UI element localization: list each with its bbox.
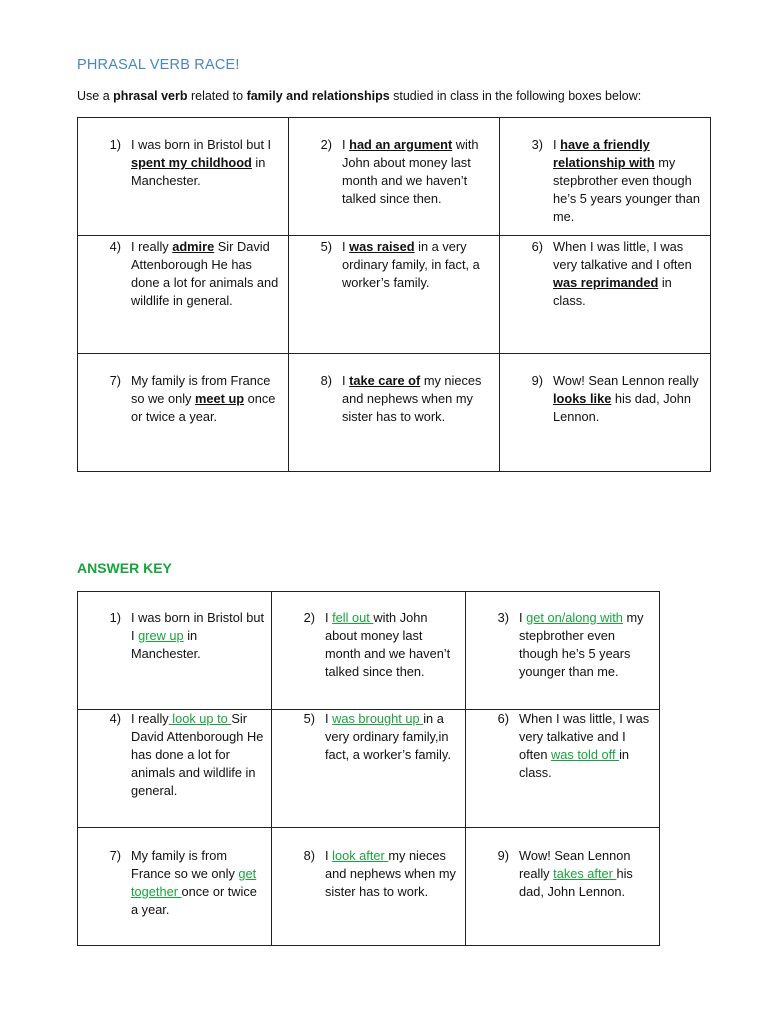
exercise-cell [289, 236, 500, 354]
answer-row [78, 710, 660, 828]
item-text: I get on/along with my stepbrother even though he’s 5 years younger than me. [519, 610, 644, 679]
item-text: Wow! Sean Lennon really looks like his dad, John Lennon. [553, 373, 699, 424]
answer-key-title: ANSWER KEY [77, 560, 172, 576]
item-text: My family is from France so we only get together once or twice a year. [131, 848, 257, 917]
answer-cell [78, 592, 272, 710]
item-number: 9) [497, 848, 509, 863]
item-number: 7) [109, 373, 121, 388]
exercise-cell [78, 236, 289, 354]
instructions-bold-phrasal-verb: phrasal verb [113, 89, 188, 103]
item-number: 8) [320, 373, 332, 388]
exercise-cell [289, 118, 500, 236]
exercise-cell [78, 354, 289, 472]
answer-cell [272, 710, 466, 828]
item-text: I fell out with John about money last month and we haven’t talked since then. [325, 610, 451, 679]
item-number: 9) [531, 373, 543, 388]
answer-phrasal-verb: get together [131, 866, 257, 899]
item-number: 5) [320, 239, 332, 254]
phrasal-verb: spent my childhood [131, 155, 252, 170]
phrasal-verb: take care of [349, 373, 421, 388]
phrasal-verb: had an argument [349, 137, 453, 152]
item-text: I was brought up in a very ordinary family,in fact, a worker’s family. [325, 711, 451, 762]
item-number: 2) [303, 610, 315, 625]
exercise-cell [78, 118, 289, 236]
instructions-text: related to [187, 89, 247, 103]
exercise-cell [500, 236, 711, 354]
answer-phrasal-verb: get on/along with [526, 610, 623, 625]
item-number: 4) [109, 711, 121, 726]
answer-phrasal-verb: takes after [553, 866, 617, 881]
answer-cell [78, 828, 272, 946]
answer-phrasal-verb: fell out [332, 610, 374, 625]
item-number: 8) [303, 848, 315, 863]
answer-cell [272, 592, 466, 710]
item-number: 1) [109, 610, 121, 625]
phrasal-verb: was reprimanded [553, 275, 659, 290]
item-text: I was raised in a very ordinary family, in fact, a worker’s family. [342, 239, 480, 290]
instructions-bold-topic: family and relationships [246, 89, 390, 103]
answer-phrasal-verb: look after [332, 848, 389, 863]
answer-phrasal-verb: look up to [168, 711, 232, 726]
exercise-cell [289, 354, 500, 472]
exercise-cell [500, 118, 711, 236]
item-text: When I was little, I was very talkative and I often was told off in class. [519, 711, 650, 780]
exercise-row [78, 236, 711, 354]
item-text: I take care of my nieces and nephews when my sister has to work. [342, 373, 482, 424]
answer-cell [78, 710, 272, 828]
item-text: I was born in Bristol but I grew up in Manchester. [131, 610, 265, 661]
answer-key-table [77, 591, 660, 946]
answer-cell [466, 592, 660, 710]
exercise-row [78, 354, 711, 472]
item-number: 6) [497, 711, 509, 726]
item-number: 1) [109, 137, 121, 152]
item-number: 4) [109, 239, 121, 254]
item-text: My family is from France so we only meet up once or twice a year. [131, 373, 276, 424]
item-text: I really admire Sir David Attenborough He has done a lot for animals and wildlife in general. [131, 239, 279, 308]
answer-row [78, 828, 660, 946]
phrasal-verb: meet up [195, 391, 245, 406]
answer-cell [272, 828, 466, 946]
item-text: When I was little, I was very talkative and I often was reprimanded in class. [553, 239, 692, 308]
item-text: I was born in Bristol but I spent my childhood in Manchester. [131, 137, 272, 188]
instructions-text: studied in class in the following boxes below: [389, 89, 642, 103]
item-number: 6) [531, 239, 543, 254]
phrasal-verb: have a friendly relationship with [553, 137, 655, 170]
answer-phrasal-verb: was told off [551, 747, 620, 762]
page-title: PHRASAL VERB RACE! [77, 57, 240, 73]
item-text: I really look up to Sir David Attenborough He has done a lot for animals and wildlife in general. [131, 711, 264, 798]
answer-phrasal-verb: grew up [138, 628, 184, 643]
item-text: I look after my nieces and nephews when my sister has to work. [325, 848, 456, 899]
item-number: 3) [531, 137, 543, 152]
phrasal-verb: was raised [349, 239, 415, 254]
answer-phrasal-verb: was brought up [332, 711, 424, 726]
item-text: I had an argument with John about money last month and we haven’t talked since then. [342, 137, 479, 206]
item-text: I have a friendly relationship with my stepbrother even though he’s 5 years younger than me. [553, 137, 701, 224]
exercise-table [77, 117, 711, 472]
item-number: 7) [109, 848, 121, 863]
instructions [77, 89, 641, 103]
exercise-row [78, 118, 711, 236]
exercise-cell [500, 354, 711, 472]
item-number: 2) [320, 137, 332, 152]
answer-cell [466, 828, 660, 946]
instructions-text: Use a [77, 89, 114, 103]
answer-cell [466, 710, 660, 828]
answer-row [78, 592, 660, 710]
item-number: 3) [497, 610, 509, 625]
phrasal-verb: looks like [553, 391, 612, 406]
phrasal-verb: admire [172, 239, 215, 254]
item-number: 5) [303, 711, 315, 726]
item-text: Wow! Sean Lennon really takes after his dad, John Lennon. [519, 848, 633, 899]
